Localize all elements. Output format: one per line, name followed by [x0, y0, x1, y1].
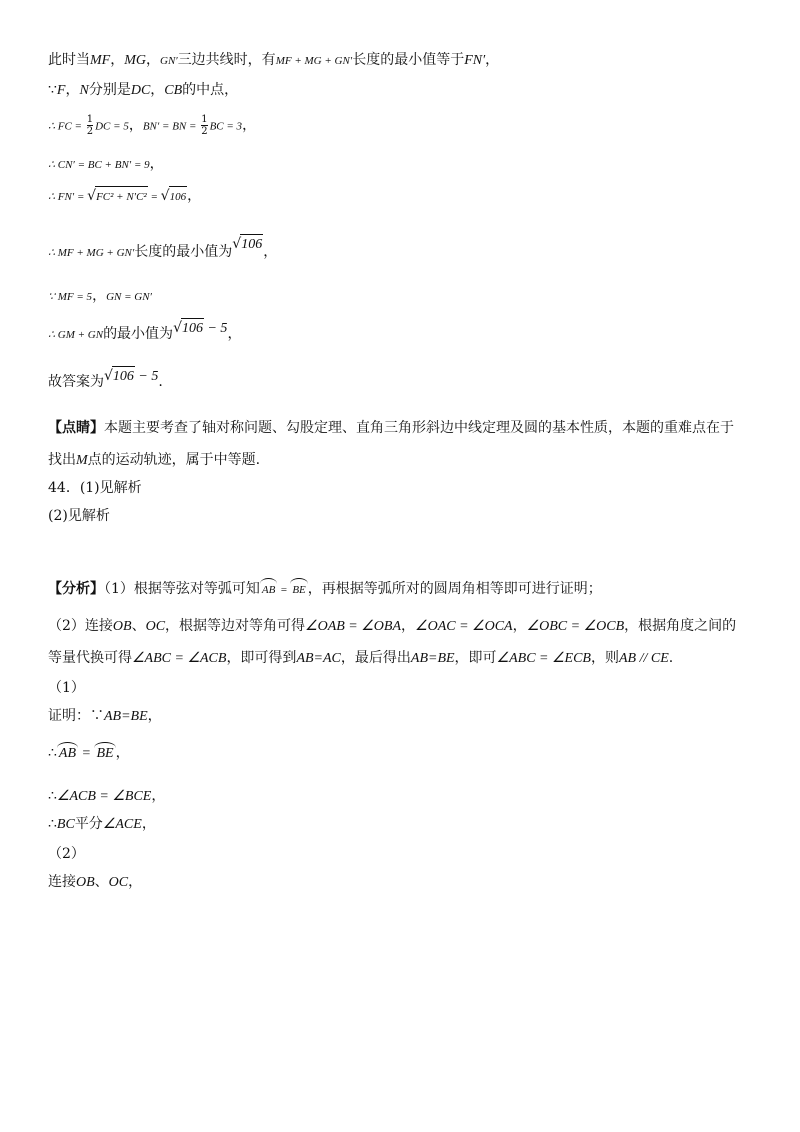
text: 、: [94, 874, 109, 890]
math: ∠ACE: [102, 817, 142, 832]
question-number: 44．(1)见解析: [48, 480, 142, 496]
math: ∠OAB = ∠OBA: [305, 619, 402, 634]
text: 点的运动轨迹，属于中等题.: [87, 452, 261, 468]
math: =: [147, 191, 161, 203]
math: OB: [112, 619, 132, 634]
math: OC: [108, 875, 129, 890]
line-1: [48, 50, 499, 71]
line-15: [48, 616, 736, 637]
line-8: ∴ GM + GN的最小值为√106 − 5，: [48, 320, 242, 342]
line-19: [48, 742, 130, 764]
text: （1）根据等弦对等弧可知: [104, 581, 260, 597]
text: 平分: [74, 816, 103, 832]
line-11: [48, 450, 260, 471]
math: ∠ABC = ∠ECB: [496, 651, 591, 666]
line-9: 故答案为√106 − 5.: [48, 368, 163, 390]
text: 此时当: [48, 52, 90, 68]
text: ，: [65, 82, 80, 98]
numerator: 1: [86, 114, 94, 125]
text: 的最小值为: [103, 326, 174, 342]
math: BC = 3: [209, 120, 243, 133]
text: ，: [242, 117, 257, 134]
numerator: 1: [201, 114, 208, 125]
math: ∠OAC = ∠OCA: [415, 619, 513, 634]
text: 、: [131, 618, 146, 634]
text: ，: [187, 188, 202, 204]
text: 长度的最小值为: [134, 244, 233, 260]
text: ，再根据等弧所对的圆周角相等即可进行证明；: [307, 581, 602, 597]
fraction: [87, 114, 93, 137]
text: ，即可得到: [226, 650, 297, 666]
math: DC = 5: [95, 120, 129, 133]
math: =: [78, 746, 95, 761]
text: ，: [263, 244, 278, 260]
line-3: [48, 114, 256, 137]
text: ，: [128, 117, 143, 134]
text: ∴: [48, 788, 57, 804]
line-6: ∴ MF + MG + GN′长度的最小值为√106，: [48, 236, 278, 260]
math: OB: [76, 875, 95, 890]
math: ∴ CN′ = BC + BN′ = 9: [48, 159, 150, 171]
text: ，: [110, 52, 125, 68]
text: .: [668, 650, 674, 666]
math: AB=BE: [410, 651, 455, 666]
math: CB: [164, 83, 183, 98]
text: ∵: [48, 82, 57, 98]
math: − 5: [203, 321, 228, 336]
line-4: [48, 154, 164, 175]
text: ，即可: [454, 650, 497, 666]
text: 的中点，: [182, 82, 239, 98]
math: ∠ABC = ∠ACB: [132, 651, 227, 666]
text: 连接: [48, 874, 76, 890]
text: ，: [146, 52, 160, 68]
text: 分别是: [88, 82, 131, 98]
text: ，: [115, 745, 130, 761]
text: ，根据角度之间的: [624, 618, 737, 634]
math: AB=AC: [296, 651, 341, 666]
sqrt-radicand: 106: [112, 366, 135, 387]
text: ，: [512, 618, 527, 634]
text: 三边共线时，有: [177, 52, 276, 68]
math: ∴ MF + MG + GN′: [48, 247, 135, 259]
math: ∵ MF = 5: [48, 291, 93, 303]
text: 等量代换可得: [48, 650, 132, 666]
fraction: [201, 114, 207, 137]
math: =: [277, 584, 291, 596]
section-label: 【分析】: [48, 581, 104, 597]
math: N: [79, 83, 89, 98]
math: − 5: [134, 369, 159, 384]
line-17: [48, 678, 85, 698]
text: （1）: [48, 680, 85, 696]
text: ，: [485, 52, 500, 68]
math: BC: [56, 817, 75, 832]
math: MF + MG + GN′: [275, 55, 353, 67]
math: ∠ACB = ∠BCE: [56, 789, 152, 804]
math: ∠OBC = ∠OCB: [526, 619, 625, 634]
text: ，: [141, 816, 156, 832]
text: 找出: [48, 452, 76, 468]
text: .: [158, 374, 163, 390]
line-14: [48, 578, 602, 600]
math: BN′ = BN =: [142, 120, 200, 133]
math: ∴ FC =: [48, 120, 85, 133]
sqrt-radicand: FC² + N′C²: [95, 186, 148, 207]
line-16: [48, 648, 673, 669]
math: M: [76, 453, 88, 468]
line-5: ∴ FN′ = √FC² + N′C² = √106，: [48, 186, 201, 207]
text: ∴: [48, 745, 57, 761]
sqrt-radicand: 106: [181, 318, 204, 339]
math: OC: [145, 619, 166, 634]
arc-ab: AB: [260, 578, 277, 600]
text: 本题主要考查了轴对称问题、勾股定理、直角三角形斜边中线定理及圆的基本性质，本题的重难点在于: [104, 420, 734, 436]
math: FN′: [464, 53, 486, 68]
math: MF: [90, 53, 111, 68]
text: ，: [147, 708, 162, 724]
denominator: 2: [201, 126, 208, 137]
line-2: [48, 80, 238, 101]
text: ，最后得出: [340, 650, 411, 666]
math: GN′: [160, 55, 178, 67]
text: ，根据等边对等角可得: [165, 618, 306, 634]
sqrt-radicand: 106: [169, 186, 188, 207]
line-12: [48, 478, 142, 498]
line-23: [48, 872, 142, 893]
text: ，: [227, 326, 242, 342]
line-13: [48, 506, 110, 526]
arc-be: BE: [94, 742, 115, 764]
text: ，: [92, 288, 107, 304]
text: ，: [149, 156, 164, 172]
text: 故答案为: [48, 374, 104, 390]
text: 证明：∵: [48, 708, 104, 724]
line-21: [48, 814, 156, 835]
text: ∴: [48, 816, 57, 832]
math: DC: [130, 83, 151, 98]
line-22: [48, 844, 85, 864]
text: ，: [151, 788, 166, 804]
math: MG: [124, 53, 146, 68]
section-label: 【点睛】: [48, 420, 104, 436]
line-20: [48, 786, 165, 807]
line-7: [48, 286, 152, 307]
math: ∴ GM + GN: [48, 329, 104, 341]
math: F: [56, 83, 66, 98]
line-10: [48, 418, 734, 438]
arc-be: BE: [290, 578, 307, 600]
math: ∴ FN′ =: [48, 191, 88, 203]
arc-ab: AB: [57, 742, 78, 764]
math: AB=BE: [104, 709, 148, 724]
sqrt-radicand: 106: [240, 234, 263, 255]
text: （2）: [48, 846, 85, 862]
math: GN = GN′: [106, 291, 152, 303]
text: ，: [401, 618, 416, 634]
math: AB // CE: [618, 651, 669, 666]
line-18: [48, 706, 162, 727]
text: ，: [150, 82, 165, 98]
text: (2)见解析: [48, 508, 110, 524]
text: 长度的最小值等于: [352, 52, 465, 68]
text: （2）连接: [48, 618, 113, 634]
text: ，则: [590, 650, 619, 666]
denominator: 2: [86, 126, 94, 137]
text: ，: [128, 874, 143, 890]
